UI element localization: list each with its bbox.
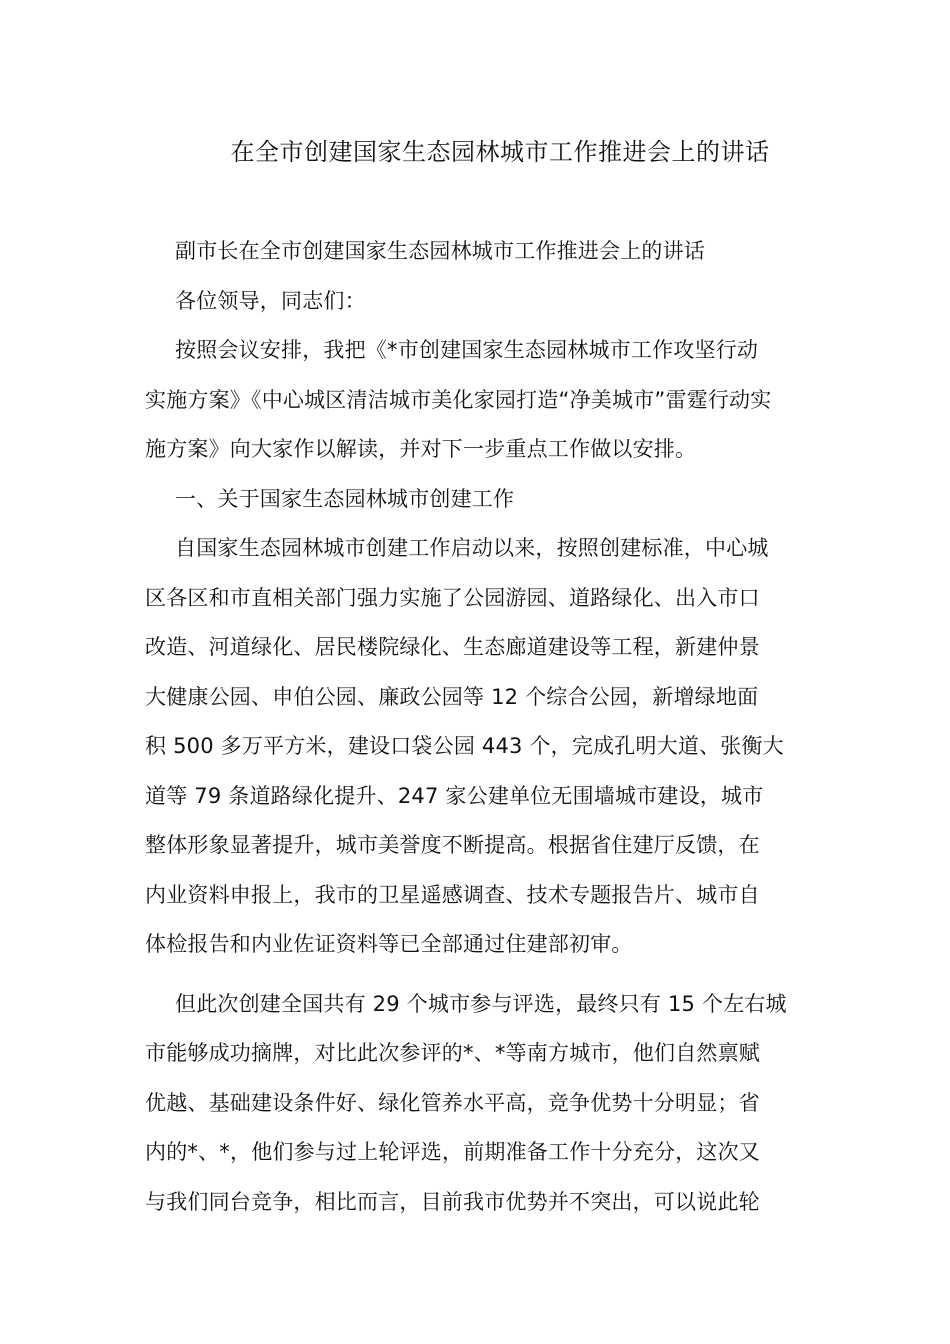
paragraph-line: 改造、河道绿化、居民楼院绿化、生态廊道建设等工程，新建仲景 bbox=[145, 635, 760, 659]
paragraph-line: 大健康公园、申伯公园、廉政公园等 12 个综合公园，新增绿地面 bbox=[145, 684, 759, 709]
document-title: 在全市创建国家生态园林城市工作推进会上的讲话 bbox=[230, 138, 770, 166]
subtitle-line: 副市长在全市创建国家生态园林城市工作推进会上的讲话 bbox=[175, 239, 705, 263]
paragraph-line: 道等 79 条道路绿化提升、247 家公建单位无围墙城市建设，城市 bbox=[145, 783, 764, 808]
paragraph-line: 市能够成功摘牌，对比此次参评的*、*等南方城市，他们自然禀赋 bbox=[145, 1041, 760, 1065]
section-heading: 一、关于国家生态园林城市创建工作 bbox=[175, 486, 515, 511]
paragraph-line: 与我们同台竞争，相比而言，目前我市优势并不突出，可以说此轮 bbox=[145, 1189, 760, 1214]
paragraph-line: 体检报告和内业佐证资料等已全部通过住建部初审。 bbox=[145, 932, 633, 956]
document-body bbox=[145, 233, 810, 1233]
paragraph-spacer bbox=[145, 976, 810, 986]
paragraph-line: 内的*、*，他们参与过上轮评选，前期准备工作十分充分，这次又 bbox=[145, 1140, 760, 1164]
paragraph-line: 实施方案》《中心城区清洁城市美化家园打造“净美城市”雷霆行动实 bbox=[145, 387, 772, 412]
paragraph-line: 整体形象显著提升，城市美誉度不断提高。根据省住建厅反馈，在 bbox=[145, 833, 760, 857]
paragraph-line: 积 500 多万平方米，建设口袋公园 443 个，完成孔明大道、张衡大 bbox=[145, 734, 784, 758]
paragraph-line: 施方案》向大家作以解读，并对下一步重点工作做以安排。 bbox=[145, 437, 697, 461]
paragraph-line: 区各区和市直相关部门强力实施了公园游园、道路绿化、出入市口 bbox=[145, 585, 760, 610]
paragraph-line: 按照会议安排，我把《*市创建国家生态园林城市工作攻坚行动 bbox=[175, 338, 759, 362]
paragraph-line: 自国家生态园林城市创建工作启动以来，按照创建标准，中心城 bbox=[175, 536, 769, 560]
salutation-line: 各位领导，同志们： bbox=[175, 288, 366, 313]
paragraph-line: 优越、基础建设条件好、绿化管养水平高，竞争优势十分明显；省 bbox=[145, 1090, 760, 1115]
paragraph-line: 内业资料申报上，我市的卫星遥感调查、技术专题报告片、城市自 bbox=[145, 882, 760, 907]
paragraph-line: 但此次创建全国共有 29 个城市参与评选，最终只有 15 个左右城 bbox=[175, 991, 787, 1016]
